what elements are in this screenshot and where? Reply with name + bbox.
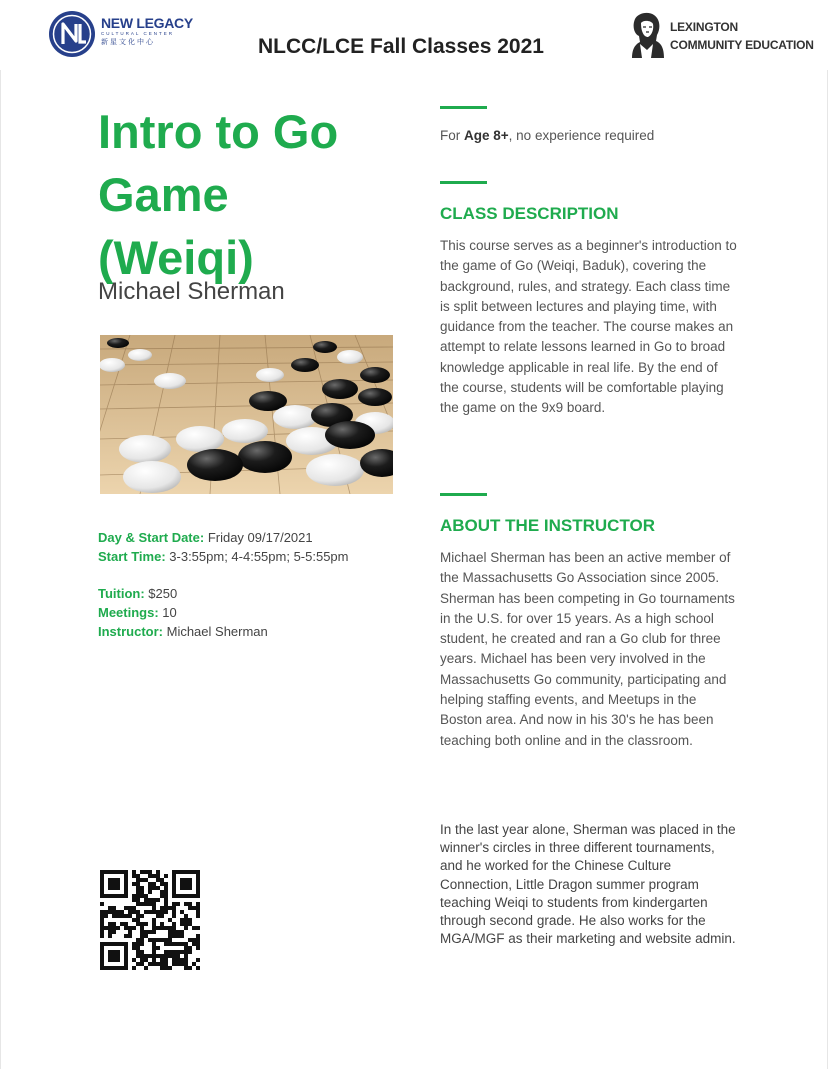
detail-label: Instructor: [98, 624, 163, 639]
detail-instructor [98, 624, 268, 639]
divider-rule [440, 106, 487, 109]
detail-value: 10 [158, 605, 177, 620]
divider-rule [440, 181, 487, 184]
qr-code-icon[interactable] [100, 870, 200, 970]
class-description-text: This course serves as a beginner's introduction to the game of Go (Weiqi, Baduk), covering the background, rules, and strategy. Each class time is split between lectures and playing time, with guidance from the teacher. The course makes an attempt to relate lessons learned in Go to broad knowledge applicable in real life. By the end of the course, students will be comfortable playing the game on the 9x9 board. [440, 238, 737, 416]
nlcc-logo-text [101, 15, 193, 47]
audience-age: Age 8+ [464, 128, 509, 143]
lce-logo-text [670, 18, 814, 54]
detail-label: Start Time: [98, 549, 166, 564]
course-title-line: (Weiqi) [98, 231, 254, 284]
course-title-line: Game [98, 168, 229, 221]
detail-label: Day & Start Date: [98, 530, 205, 545]
nlcc-logo-icon [48, 10, 96, 58]
divider-rule [440, 493, 487, 496]
detail-value: $250 [144, 586, 178, 601]
about-instructor-text: Michael Sherman has been an active member of the Massachusetts Go Association since 2005. Sherman has been competing in Go tournaments in the U.S. for over 15 years. As a high school student, he created and ran a Go club for three years. Michael has been very involved in the Massachusetts Go community, participating and helping staffing events, and Meetups in the Boston area. And now in his 30's he has been teaching both online and in the classroom. [440, 550, 735, 748]
detail-value: Michael Sherman [163, 624, 268, 639]
nlcc-logo-subtitle: CULTURAL CENTER [101, 31, 175, 36]
course-title-line: Intro to Go [98, 105, 339, 158]
about-instructor-text-2: In the last year alone, Sherman was placed in the winner's circles in three different tournaments, and he worked for the Chinese Culture Connection, Little Dragon summer program teaching Weiqi to students from kindergarten through second grade. He also works for the MGA/MGF as their marketing and website admin. [440, 822, 736, 947]
detail-start-time [98, 549, 349, 564]
page-frame-left [0, 70, 1, 1069]
detail-label: Meetings: [98, 605, 159, 620]
nlcc-logo-name: NEW LEGACY [101, 15, 193, 31]
go-board-photo [100, 335, 393, 494]
detail-start-date [98, 530, 313, 545]
lce-logo-line1: LEXINGTON [670, 20, 738, 34]
detail-value: Friday 09/17/2021 [204, 530, 313, 545]
lce-portrait-icon [626, 10, 666, 58]
page-title: NLCC/LCE Fall Classes 2021 [258, 35, 544, 58]
course-title [98, 100, 398, 289]
detail-meetings [98, 605, 177, 620]
audience-line [440, 128, 654, 143]
about-instructor-heading: ABOUT THE INSTRUCTOR [440, 516, 656, 535]
detail-label: Tuition: [98, 586, 145, 601]
detail-value: 3-3:55pm; 4-4:55pm; 5-5:55pm [165, 549, 349, 564]
nlcc-logo-chinese: 新星文化中心 [101, 39, 155, 46]
detail-tuition [98, 586, 177, 601]
audience-prefix: For [440, 128, 465, 143]
class-description-heading: CLASS DESCRIPTION [440, 204, 619, 223]
course-instructor: Michael Sherman [98, 278, 285, 305]
lce-logo-line2: COMMUNITY EDUCATION [670, 38, 814, 52]
audience-suffix: , no experience required [508, 128, 655, 143]
